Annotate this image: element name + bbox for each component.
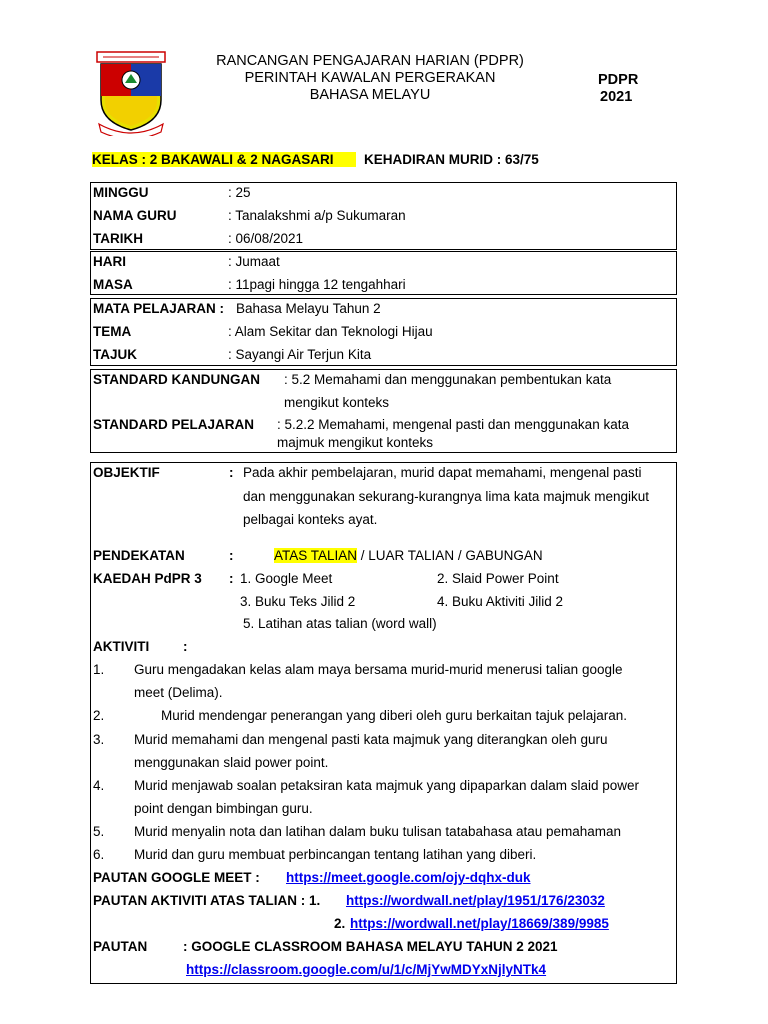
hari-value: : Jumaat [228,254,280,269]
wordwall-link-1[interactable]: https://wordwall.net/play/1951/176/23032 [346,893,605,908]
nama-guru-label: NAMA GURU [93,208,177,223]
tema-label: TEMA [93,324,132,339]
pautan-meet-label: PAUTAN GOOGLE MEET : [93,870,260,885]
header-line2: PERINTAH KAWALAN PERGERAKAN [244,70,496,86]
objektif-line2: dan menggunakan sekurang-kurangnya lima kata majmuk mengikut [243,489,649,504]
aktiviti-item-5-line1: Murid menyalin nota dan latihan dalam buku tulisan tatabahasa atau pemahaman [134,824,622,839]
mata-pelajaran-value: Bahasa Melayu Tahun 2 [236,301,381,316]
year-badge: 2021 [600,89,633,105]
pendekatan-highlight: ATAS TALIAN [274,548,358,563]
header-line1: RANCANGAN PENGAJARAN HARIAN (PDPR) [216,53,524,69]
sp-label: STANDARD PELAJARAN [93,417,255,432]
objektif-line3: pelbagai konteks ayat. [243,512,378,527]
aktiviti-item-4-line1: Murid menjawab soalan petaksiran kata majmuk yang dipaparkan dalam slaid power [134,778,640,793]
wordwall-link-2[interactable]: https://wordwall.net/play/18669/389/9985 [350,916,609,931]
kaedah-item5: 5. Latihan atas talian (word wall) [243,616,437,631]
kaedah-item2: 2. Slaid Power Point [437,571,559,586]
tarikh-label: TARIKH [93,231,143,246]
kaedah-item3: 3. Buku Teks Jilid 2 [240,594,356,609]
pendekatan-rest: / LUAR TALIAN / GABUNGAN [357,548,543,563]
tarikh-value: : 06/08/2021 [228,231,304,246]
aktiviti-item-1-line1: Guru mengadakan kelas alam maya bersama murid-murid menerusi talian google [134,662,623,677]
pautan-aktiviti-num2: 2. [334,916,346,931]
aktiviti-colon: : [183,639,188,654]
mata-pelajaran-label: MATA PELAJARAN : [93,301,224,316]
minggu-value: : 25 [228,185,251,200]
kelas-label: KELAS : 2 BAKAWALI & 2 NAGASARI [92,152,356,167]
objektif-label: OBJEKTIF [93,465,160,480]
aktiviti-num-5: 5. [93,824,105,839]
aktiviti-item-3-line2: menggunakan slaid power point. [134,755,329,770]
nama-guru-value: : Tanalakshmi a/p Sukumaran [228,208,406,223]
sk-line1: : 5.2 Memahami dan menggunakan pembentukan kata [284,372,612,387]
google-classroom-link[interactable]: https://classroom.google.com/u/1/c/MjYwMDYxNjlyNTk4 [186,962,547,977]
aktiviti-item-2-line1: Murid mendengar penerangan yang diberi oleh guru berkaitan tajuk pelajaran. [161,708,628,723]
minggu-label: MINGGU [93,185,149,200]
objektif-line1: Pada akhir pembelajaran, murid dapat memahami, mengenal pasti [243,465,642,480]
pautan-classroom-label: PAUTAN [93,939,148,954]
hari-label: HARI [93,254,126,269]
kaedah-colon: : [229,571,234,586]
pendekatan-label: PENDEKATAN [93,548,185,563]
aktiviti-item-6-line1: Murid dan guru membuat perbincangan tentang latihan yang diberi. [134,847,537,862]
sp-line2: majmuk mengikut konteks [277,435,434,450]
pendekatan-colon: : [229,548,234,563]
masa-value: : 11pagi hingga 12 tengahhari [228,277,406,292]
kaedah-item4: 4. Buku Aktiviti Jilid 2 [437,594,564,609]
aktiviti-label: AKTIVITI [93,639,150,654]
sk-label: STANDARD KANDUNGAN [93,372,260,387]
aktiviti-num-6: 6. [93,847,105,862]
kaedah-item1: 1. Google Meet [240,571,333,586]
school-crest-logo [95,50,167,136]
aktiviti-num-2: 2. [93,708,105,723]
pdpr-badge: PDPR [598,72,639,88]
aktiviti-item-4-line2: point dengan bimbingan guru. [134,801,313,816]
google-meet-link[interactable]: https://meet.google.com/ojy-dqhx-duk [286,870,531,885]
aktiviti-item-1-line2: meet (Delima). [134,685,223,700]
sk-line2: mengikut konteks [284,395,390,410]
kehadiran-label: KEHADIRAN MURID : 63/75 [364,152,539,167]
objektif-colon: : [229,465,234,480]
aktiviti-item-3-line1: Murid memahami dan mengenal pasti kata majmuk yang diterangkan oleh guru [134,732,608,747]
pautan-classroom-text: : GOOGLE CLASSROOM BAHASA MELAYU TAHUN 2 2021 [183,939,558,954]
tema-value: : Alam Sekitar dan Teknologi Hijau [228,324,433,339]
pautan-aktiviti-label: PAUTAN AKTIVITI ATAS TALIAN : 1. [93,893,321,908]
aktiviti-num-1: 1. [93,662,105,677]
tajuk-value: : Sayangi Air Terjun Kita [228,347,372,362]
sp-line1: : 5.2.2 Memahami, mengenal pasti dan menggunakan kata [277,417,629,432]
aktiviti-num-4: 4. [93,778,105,793]
masa-label: MASA [93,277,133,292]
tajuk-label: TAJUK [93,347,138,362]
aktiviti-num-3: 3. [93,732,105,747]
header-line3: BAHASA MELAYU [309,87,431,103]
kaedah-label: KAEDAH PdPR 3 [93,571,202,586]
